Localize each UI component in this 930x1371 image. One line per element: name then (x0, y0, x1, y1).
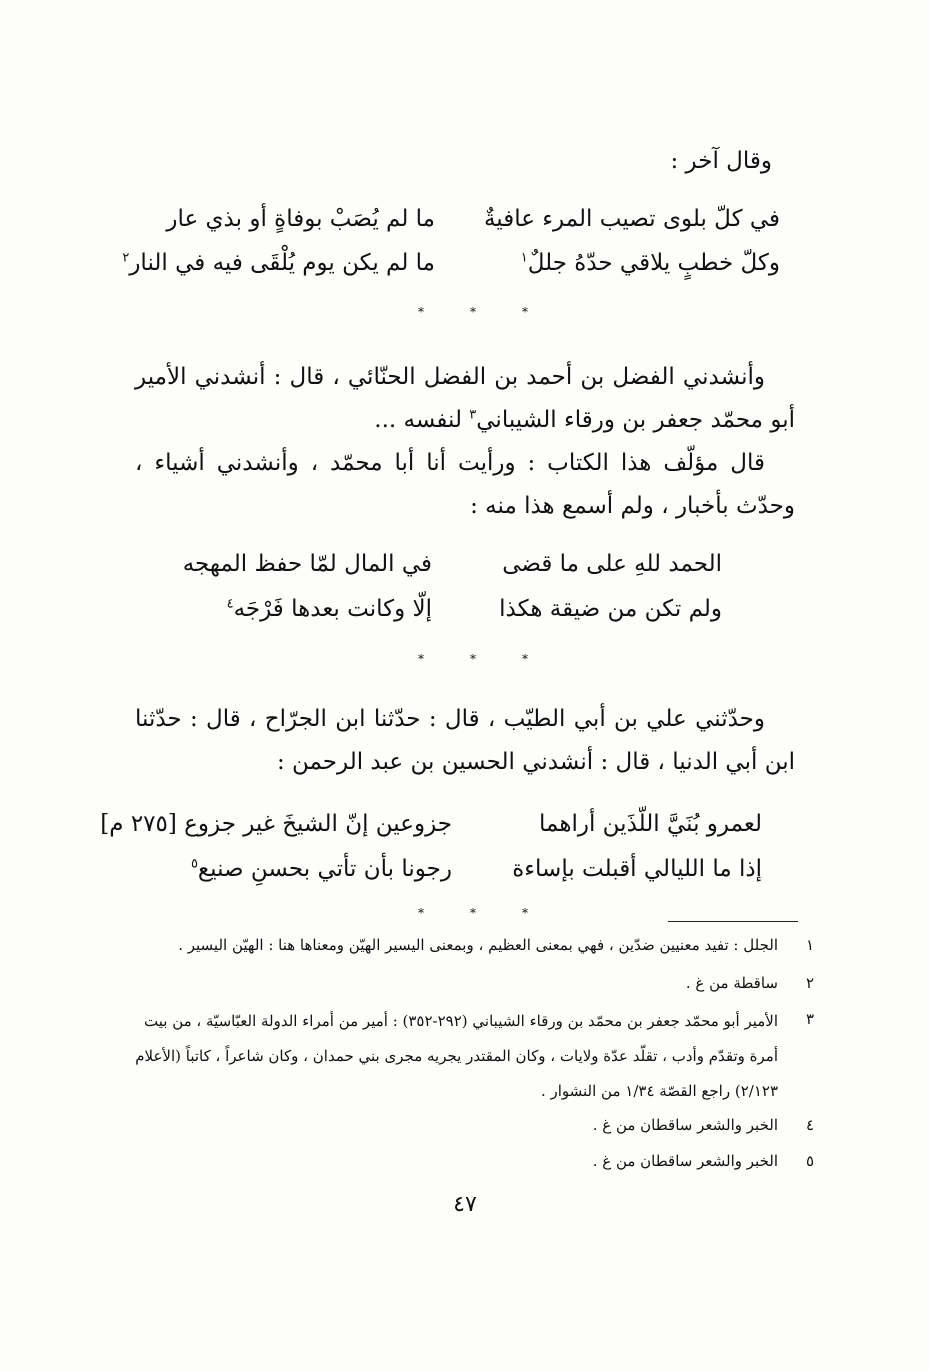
hemistich-first: لعمرو بُنَيَّ اللّذَين أراهما (539, 811, 762, 837)
hemistich-second: رجونا بأن تأتي بحسنِ صنيع$^٥$ (190, 856, 452, 882)
section-separator (418, 649, 528, 669)
footnote-4 (120, 1110, 820, 1140)
star-glyph: * (418, 906, 424, 920)
hemistich-second: جزوعين إنّ الشيخَ غير جزوع [٢٧٥ م] (100, 811, 452, 837)
section-separator (418, 903, 528, 923)
hemistich-second: في المال لمّا حفظ المهجه (182, 551, 432, 577)
hemistich-first: الحمد للهِ على ما قضى (502, 551, 722, 577)
star-glyph: * (470, 906, 476, 920)
footnote-1 (120, 930, 820, 960)
footnote-ref: ٢ (122, 250, 130, 266)
footnote-text: الخبر والشعر ساقطان من غ . (592, 1152, 778, 1170)
footnote-rule (668, 921, 798, 922)
poem3-verse-1 (100, 801, 762, 847)
star-glyph: * (418, 305, 424, 319)
poem1-verse-1 (130, 196, 780, 242)
star-glyph: * (470, 652, 476, 666)
hemistich-first: ولم تكن من ضيقة هكذا (499, 596, 722, 622)
footnote-ref: ٤ (226, 596, 234, 612)
footnote-ref: ٣ (469, 407, 477, 423)
poem3-verse-2 (122, 846, 762, 892)
star-glyph: * (522, 906, 528, 920)
footnote-number: ١ (805, 936, 815, 954)
poem-intro: وقال آخر : (670, 148, 772, 174)
hemistich-first: في كلّ بلوى تصيب المرء عافيةٌ (483, 206, 780, 232)
paragraph-3: وحدّثني علي بن أبي الطيّب ، قال : حدّثنا ابن الجرّاح ، قال : حدّثنا ابن أبي الدنيا ، قال : أنشدني الحسين بن عبد الرحمن : (135, 706, 795, 775)
footnote-3 (120, 1004, 820, 1100)
footnote-text: ساقطة من غ . (685, 974, 778, 992)
star-glyph: * (522, 652, 528, 666)
footnote-ref: ١ (520, 250, 528, 266)
paragraph-1: وأنشدني الفضل بن أحمد بن الفضل الحنّائي ، قال : أنشدني الأمير أبو محمّد جعفر بن ورقاء الشيباني$^٣$ لنفسه ... (135, 364, 795, 433)
hemistich-second: ما لم يُصَبْ بوفاةٍ أو بذي عار (166, 206, 435, 232)
hemistich-second: ما لم يكن يوم يُلْقَى فيه في النار$^٢$ (122, 250, 435, 276)
hemistich-second: إلّا وكانت بعدها فَرْجَه$^٤$ (226, 596, 432, 622)
hemistich-first: وكلّ خطبٍ يلاقي حدّهُ جللٌ$^١$ (520, 250, 780, 276)
poem1-verse-2 (122, 240, 780, 286)
footnote-text: الجلل : تفيد معنيين ضدّين ، فهي بمعنى العظيم ، وبمعنى اليسير الهيّن ومعناها هنا : الهيّن اليسير . (178, 936, 778, 954)
star-glyph: * (418, 652, 424, 666)
footnote-2 (120, 968, 820, 998)
footnote-number: ٢ (805, 974, 815, 992)
footnote-5 (120, 1146, 820, 1176)
footnote-ref: ٥ (190, 856, 198, 872)
footnote-number: ٥ (805, 1152, 815, 1170)
hemistich-first: إذا ما الليالي أقبلت بإساءة (512, 856, 762, 882)
footnote-text: الخبر والشعر ساقطان من غ . (592, 1116, 778, 1134)
footnote-number: ٣ (805, 1010, 815, 1028)
star-glyph: * (522, 305, 528, 319)
footnote-text: الأمير أبو محمّد جعفر بن محمّد بن ورقاء الشيباني (٢٩٢-٣٥٢) : أمير من أمراء الدولة العبّاسيّة ، من بيت أمرة وتقدّم وأدب ، تقلّد عدّة ولايات ، وكان المقتدر يجريه مجرى بني حمدان ، وكان شاعراً ، كاتباً (الأعلام ٢/١٢٣) راجع القصّة ١/٣٤ من النشوار . (135, 1012, 778, 1100)
footnote-number: ٤ (805, 1116, 815, 1134)
section-separator (418, 302, 528, 322)
poem2-verse-1 (182, 541, 722, 587)
page-number: ٤٧ (453, 1192, 477, 1217)
star-glyph: * (470, 305, 476, 319)
poem2-verse-2 (202, 586, 722, 632)
paragraph-2: قال مؤلّف هذا الكتاب : ورأيت أنا أبا محمّد ، وأنشدني أشياء ، وحدّث بأخبار ، ولم أسمع هذا منه : (135, 450, 795, 519)
